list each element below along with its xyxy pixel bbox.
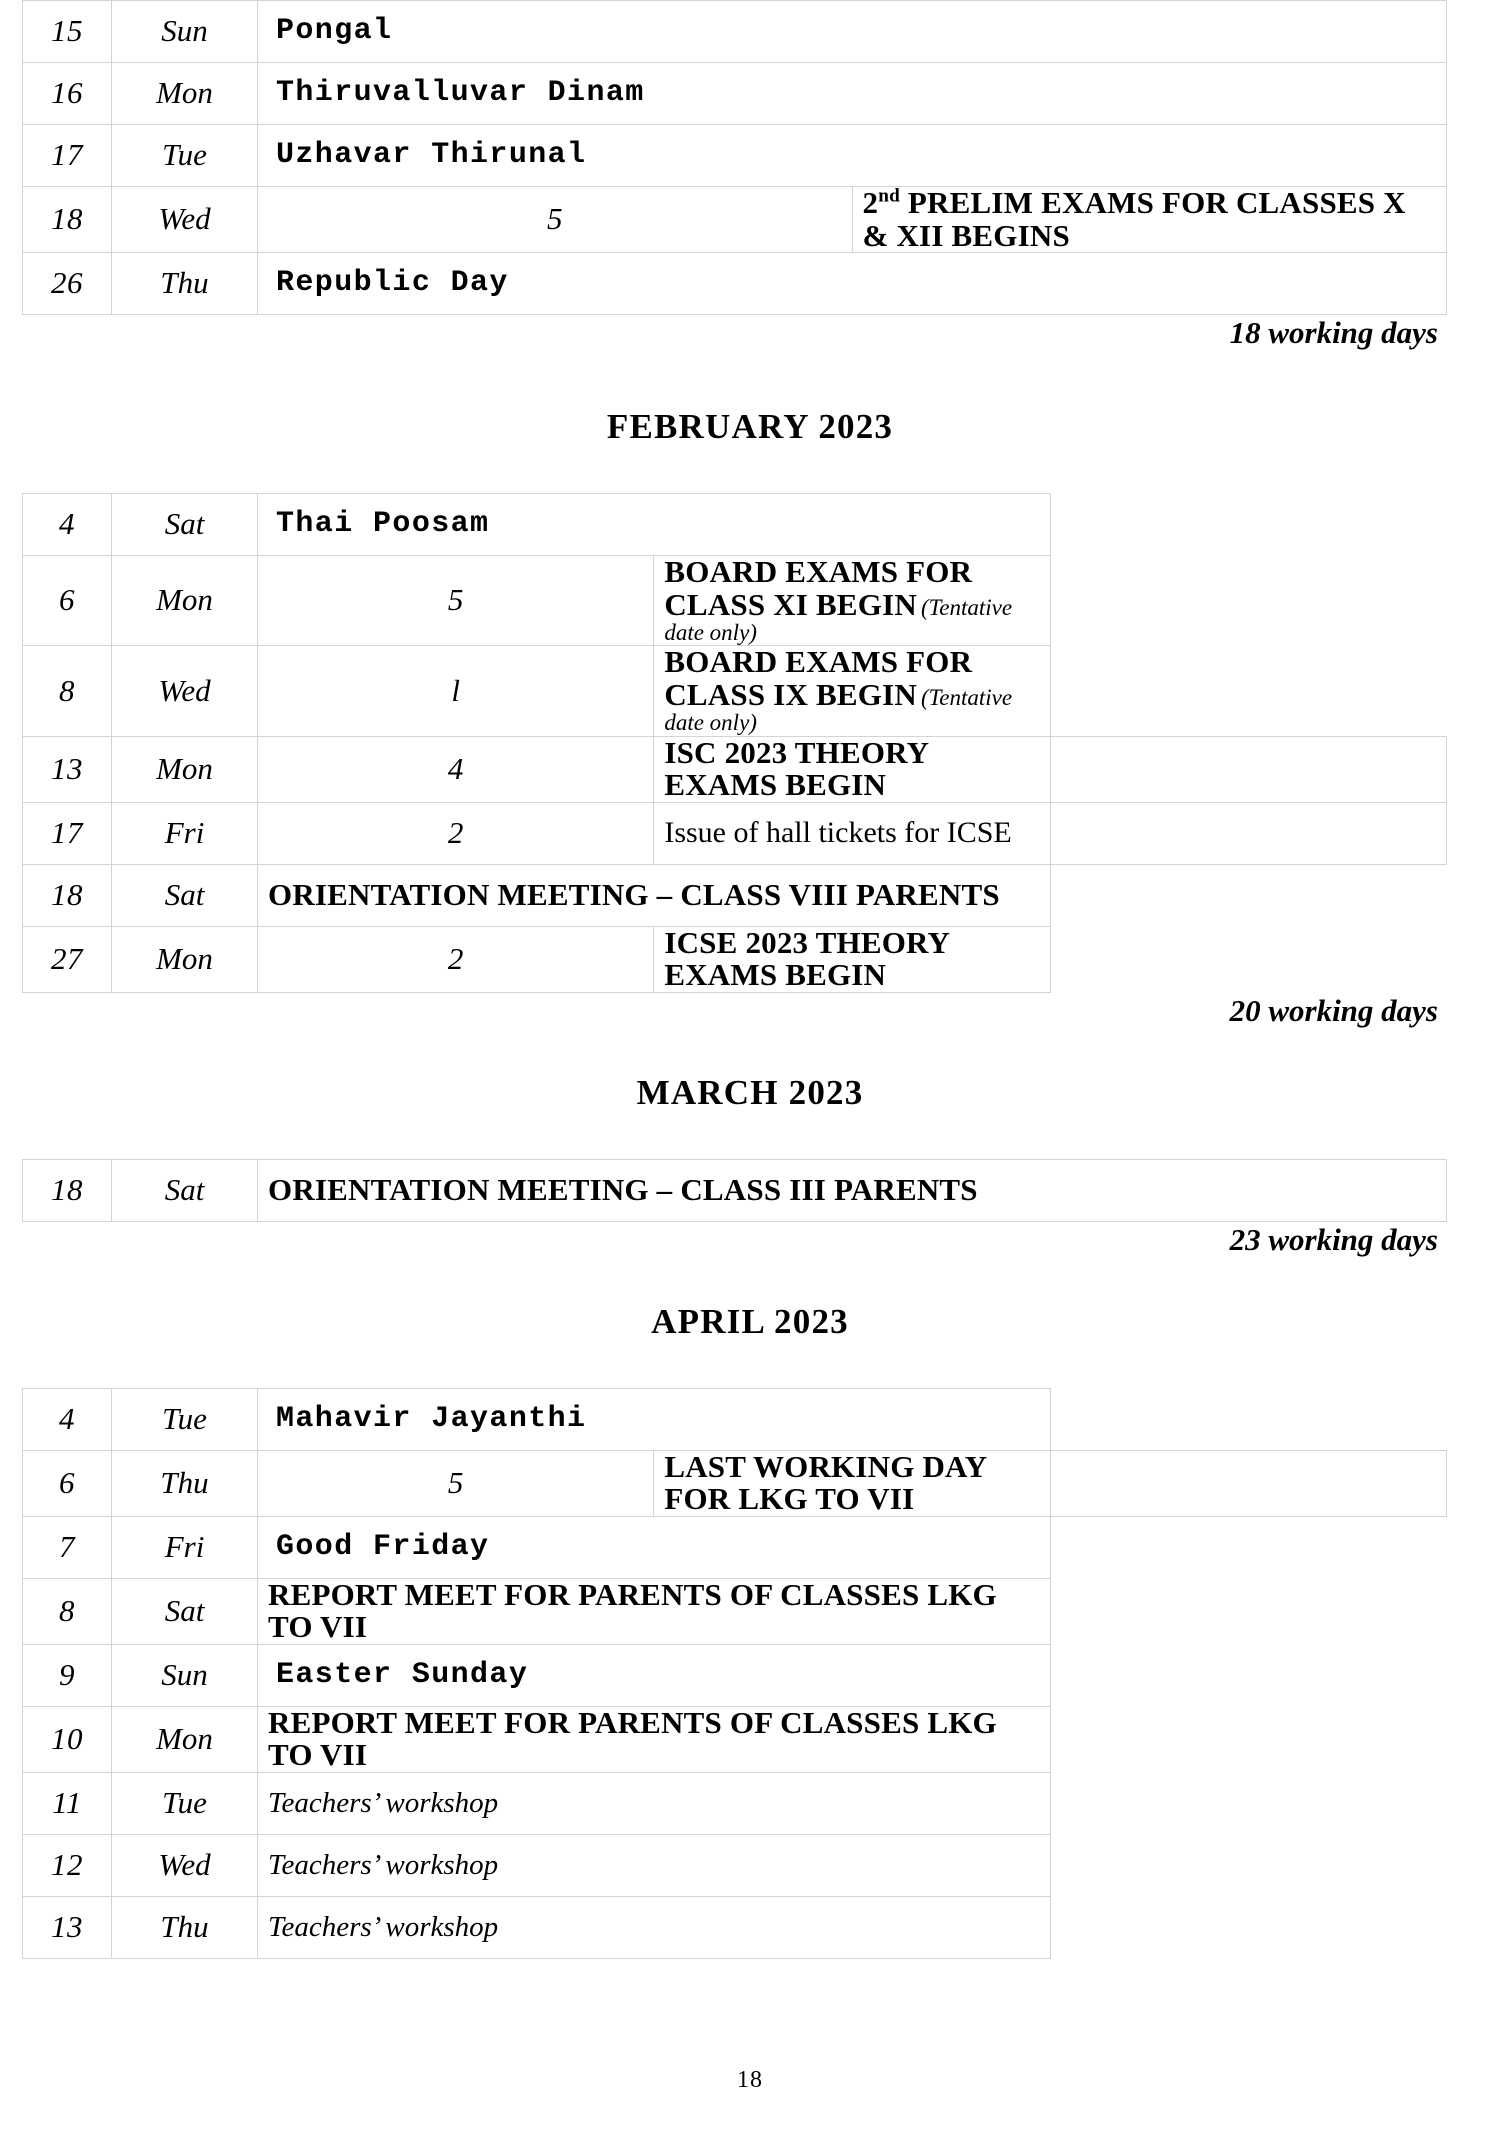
day-value: Mon xyxy=(156,75,213,111)
working-days-february: 20 working days xyxy=(1229,992,1438,1028)
table-row xyxy=(23,802,1447,864)
row-day xyxy=(112,736,258,802)
table-row xyxy=(23,926,1447,992)
row-day xyxy=(112,646,258,736)
row-event xyxy=(258,63,1447,125)
row-day xyxy=(112,1773,258,1835)
row-day xyxy=(112,1897,258,1959)
month-rows-april xyxy=(23,1388,1447,1958)
table-row xyxy=(23,253,1447,315)
date-value: 15 xyxy=(51,13,83,49)
holiday-name: Easter Sunday xyxy=(276,1657,529,1692)
working-days-january: 18 working days xyxy=(1229,315,1438,351)
holiday-name: Uzhavar Thirunal xyxy=(276,137,587,172)
event-text: Teachers’ workshop xyxy=(268,1911,499,1944)
row-day xyxy=(112,1835,258,1897)
date-value: 13 xyxy=(51,1909,83,1945)
row-date xyxy=(23,1706,112,1772)
row-event xyxy=(258,1516,1051,1578)
row-sequence-number xyxy=(258,802,654,864)
event-text: Teachers’ workshop xyxy=(268,1787,499,1820)
row-day xyxy=(112,1706,258,1772)
table-row xyxy=(23,1706,1447,1772)
day-value: Thu xyxy=(160,1465,209,1501)
month-table-april xyxy=(22,1388,1447,1959)
month-heading-april: APRIL 2023 xyxy=(651,1301,849,1341)
row-day xyxy=(112,926,258,992)
row-event xyxy=(258,253,1447,315)
row-day xyxy=(112,1159,258,1221)
row-sequence-number xyxy=(258,646,654,736)
row-event xyxy=(258,1578,1051,1644)
day-value: Sat xyxy=(164,506,205,542)
table-row xyxy=(23,1,1447,63)
row-date xyxy=(23,1578,112,1644)
date-value: 8 xyxy=(59,1593,75,1629)
day-value: Mon xyxy=(156,1721,213,1757)
row-date xyxy=(23,736,112,802)
day-value: Sat xyxy=(164,1171,205,1207)
holiday-name: Pongal xyxy=(276,13,393,48)
event-text: ORIENTATION MEETING – CLASS VIII PARENTS xyxy=(268,876,1000,912)
row-date xyxy=(23,125,112,187)
event-text: LAST WORKING DAY FOR LKG TO VII xyxy=(664,1448,987,1517)
row-event xyxy=(258,125,1447,187)
month-table-january xyxy=(22,0,1447,315)
day-value: Wed xyxy=(158,1847,211,1883)
month-rows-february xyxy=(23,494,1447,993)
table-row xyxy=(23,556,1447,646)
date-value: 9 xyxy=(59,1657,75,1693)
date-value: 13 xyxy=(51,750,83,786)
date-value: 26 xyxy=(51,265,83,301)
row-day xyxy=(112,1388,258,1450)
row-day xyxy=(112,1578,258,1644)
date-value: 4 xyxy=(59,506,75,542)
date-value: 16 xyxy=(51,75,83,111)
date-value: 6 xyxy=(59,582,75,618)
row-date xyxy=(23,494,112,556)
sequence-value: 2 xyxy=(447,814,464,850)
date-value: 10 xyxy=(51,1721,83,1757)
working-days-march: 23 working days xyxy=(1229,1221,1438,1257)
table-row xyxy=(23,1578,1447,1644)
row-trailing-cell xyxy=(1050,802,1446,864)
date-value: 12 xyxy=(51,1847,83,1883)
table-row xyxy=(23,494,1447,556)
day-value: Thu xyxy=(160,265,209,301)
row-day xyxy=(112,556,258,646)
day-value: Mon xyxy=(156,940,213,976)
row-day xyxy=(112,494,258,556)
day-value: Fri xyxy=(164,814,205,850)
sequence-value: 2 xyxy=(447,940,464,976)
holiday-name: Republic Day xyxy=(276,265,509,300)
date-value: 27 xyxy=(51,940,83,976)
date-value: 4 xyxy=(59,1400,75,1436)
row-date xyxy=(23,864,112,926)
day-value: Sat xyxy=(164,876,205,912)
row-day xyxy=(112,253,258,315)
sequence-value: 5 xyxy=(447,1465,464,1501)
date-value: 18 xyxy=(51,876,83,912)
holiday-name: Thiruvalluvar Dinam xyxy=(276,75,645,110)
date-value: 8 xyxy=(59,672,75,708)
row-event xyxy=(258,1,1447,63)
event-remainder: PRELIM EXAMS FOR CLASSES X & XII BEGINS xyxy=(862,185,1406,253)
day-value: Tue xyxy=(162,1400,207,1436)
row-day xyxy=(112,864,258,926)
table-row xyxy=(23,1516,1447,1578)
row-date xyxy=(23,556,112,646)
row-day xyxy=(112,125,258,187)
date-value: 17 xyxy=(51,137,83,173)
event-note: (Tentative date only) xyxy=(664,594,1013,646)
date-value: 11 xyxy=(52,1785,82,1821)
row-date xyxy=(23,1897,112,1959)
row-day xyxy=(112,63,258,125)
day-value: Thu xyxy=(160,1909,209,1945)
row-date xyxy=(23,1773,112,1835)
month-table-february xyxy=(22,493,1447,993)
day-value: Tue xyxy=(162,1785,207,1821)
row-event xyxy=(654,646,1050,736)
table-row xyxy=(23,1835,1447,1897)
row-sequence-number xyxy=(258,187,853,253)
row-day xyxy=(112,187,258,253)
date-value: 17 xyxy=(51,814,83,850)
table-row xyxy=(23,864,1447,926)
ordinal-suffix: nd xyxy=(878,185,900,207)
table-row xyxy=(23,1773,1447,1835)
event-text: Issue of hall tickets for ICSE xyxy=(664,816,1012,850)
row-sequence-number xyxy=(258,1450,654,1516)
row-day xyxy=(112,1644,258,1706)
day-value: Mon xyxy=(156,582,213,618)
row-sequence-number xyxy=(258,736,654,802)
row-date xyxy=(23,253,112,315)
day-value: Sat xyxy=(164,1593,205,1629)
row-event xyxy=(258,1897,1051,1959)
table-row xyxy=(23,1388,1447,1450)
day-value: Sun xyxy=(161,13,208,49)
row-event xyxy=(258,1388,1051,1450)
day-value: Wed xyxy=(158,201,211,237)
sequence-value: 4 xyxy=(447,750,464,786)
row-date xyxy=(23,926,112,992)
page-number: 18 xyxy=(737,2067,763,2093)
row-event xyxy=(654,802,1050,864)
date-value: 6 xyxy=(59,1465,75,1501)
event-text: REPORT MEET FOR PARENTS OF CLASSES LKG TO VII xyxy=(268,1576,997,1645)
holiday-name: Good Friday xyxy=(276,1529,490,1564)
row-date xyxy=(23,1159,112,1221)
row-event xyxy=(258,1644,1051,1706)
row-event xyxy=(258,1773,1051,1835)
month-rows-march xyxy=(23,1159,1447,1221)
row-event xyxy=(852,187,1447,253)
row-date xyxy=(23,646,112,736)
day-value: Wed xyxy=(158,672,211,708)
sequence-value: 5 xyxy=(447,582,464,618)
table-row xyxy=(23,187,1447,253)
event-text: Teachers’ workshop xyxy=(268,1849,499,1882)
holiday-name: Mahavir Jayanthi xyxy=(276,1401,587,1436)
table-row xyxy=(23,63,1447,125)
day-value: Fri xyxy=(164,1529,205,1565)
sequence-value: 5 xyxy=(547,201,563,237)
table-row xyxy=(23,1159,1447,1221)
ordinal-base: 2 xyxy=(862,185,879,220)
row-day xyxy=(112,1,258,63)
event-text xyxy=(863,185,1406,253)
row-date xyxy=(23,63,112,125)
sequence-value: l xyxy=(451,672,460,708)
table-row xyxy=(23,1644,1447,1706)
event-text: BOARD EXAMS FOR CLASS IX BEGIN xyxy=(664,644,973,712)
row-day xyxy=(112,1516,258,1578)
event-text: ICSE 2023 THEORY EXAMS BEGIN xyxy=(664,924,949,993)
holiday-name: Thai Poosam xyxy=(276,506,490,541)
row-sequence-number xyxy=(258,926,654,992)
date-value: 7 xyxy=(59,1529,75,1565)
table-row xyxy=(23,125,1447,187)
date-value: 18 xyxy=(51,1171,83,1207)
month-heading-february: FEBRUARY 2023 xyxy=(606,407,894,447)
row-date xyxy=(23,802,112,864)
row-event xyxy=(654,1450,1050,1516)
row-event xyxy=(258,1835,1051,1897)
table-row xyxy=(23,1450,1447,1516)
row-date xyxy=(23,1,112,63)
event-note: (Tentative date only) xyxy=(664,684,1013,736)
row-day xyxy=(112,1450,258,1516)
event-text: BOARD EXAMS FOR CLASS XI BEGIN xyxy=(664,554,973,622)
row-event xyxy=(654,926,1050,992)
row-event xyxy=(258,1706,1051,1772)
table-row xyxy=(23,736,1447,802)
table-row xyxy=(23,1897,1447,1959)
row-day xyxy=(112,802,258,864)
row-date xyxy=(23,1388,112,1450)
row-event xyxy=(258,494,1051,556)
row-date xyxy=(23,1644,112,1706)
row-date xyxy=(23,187,112,253)
date-value: 18 xyxy=(51,201,83,237)
month-heading-march: MARCH 2023 xyxy=(636,1072,864,1112)
month-table-march xyxy=(22,1159,1447,1222)
row-date xyxy=(23,1516,112,1578)
event-text: ORIENTATION MEETING – CLASS III PARENTS xyxy=(268,1171,978,1207)
month-rows-january xyxy=(23,1,1447,315)
row-date xyxy=(23,1835,112,1897)
day-value: Sun xyxy=(161,1657,208,1693)
event-text: ISC 2023 THEORY EXAMS BEGIN xyxy=(664,734,929,803)
row-event xyxy=(258,864,1051,926)
row-sequence-number xyxy=(258,556,654,646)
row-trailing-cell xyxy=(1050,1450,1446,1516)
day-value: Tue xyxy=(162,137,207,173)
row-event xyxy=(654,736,1050,802)
event-text: REPORT MEET FOR PARENTS OF CLASSES LKG TO VII xyxy=(268,1704,997,1773)
table-row xyxy=(23,646,1447,736)
row-date xyxy=(23,1450,112,1516)
row-trailing-cell xyxy=(1050,736,1446,802)
row-event xyxy=(654,556,1050,646)
day-value: Mon xyxy=(156,750,213,786)
row-event xyxy=(258,1159,1447,1221)
